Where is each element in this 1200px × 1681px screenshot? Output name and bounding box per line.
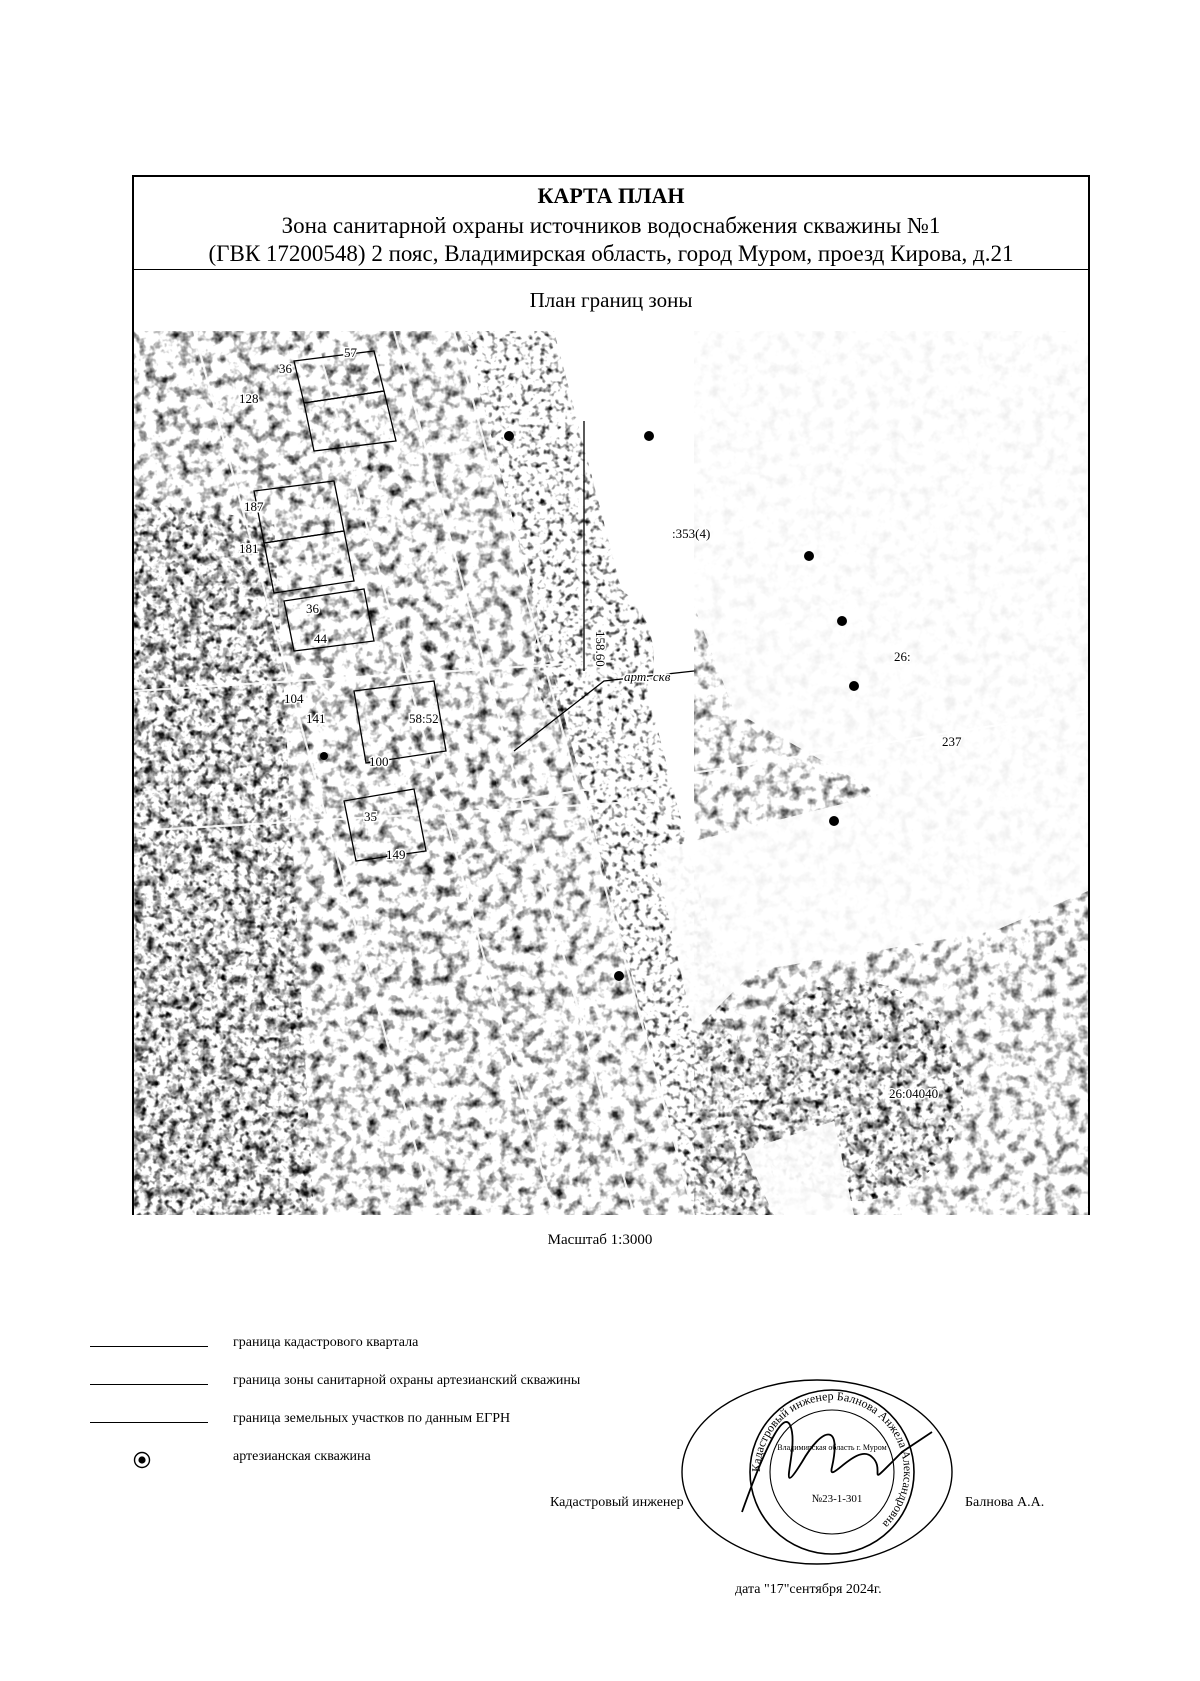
legend-line-symbol: [90, 1346, 208, 1347]
map-scale: Масштаб 1:3000: [547, 1232, 653, 1248]
map-label: 181: [239, 541, 259, 556]
aerial-map: [134, 331, 1088, 1215]
seal-stamp: [672, 1372, 962, 1572]
map-label: 58:52: [409, 711, 439, 726]
legend-line-symbol: [90, 1422, 208, 1423]
map-label: 141: [306, 711, 326, 726]
map-label: 187: [244, 499, 264, 514]
document-subtitle-line1: Зона санитарной охраны источников водоснабжения скважины №1: [281, 213, 941, 238]
signature-date: дата "17"сентября 2024г.: [735, 1582, 882, 1597]
document-subtitle-line2: (ГВК 17200548) 2 пояс, Владимирская область, город Муром, проезд Кирова, д.21: [208, 241, 1014, 266]
map-label: 35: [364, 809, 377, 824]
signer-role: Кадастровый инженер: [550, 1495, 684, 1510]
map-label: 44: [314, 631, 327, 646]
map-label: 104: [284, 691, 304, 706]
well-icon: [133, 1451, 151, 1469]
stamp-number: №23-1-301: [811, 1493, 863, 1505]
map-label: 26:: [894, 649, 911, 664]
map-label: 149: [386, 847, 406, 862]
map-label: 128: [239, 391, 259, 406]
document-title: КАРТА ПЛАН: [537, 183, 685, 208]
map-frame: [132, 175, 1090, 1215]
legend-label: граница зоны санитарной охраны артезианский скважины: [233, 1373, 581, 1388]
stamp-ring-text: Кадастровый инженер Балнова Анжела Александровна: [748, 1388, 916, 1532]
map-label: арт. скв: [624, 669, 671, 684]
legend-label: граница земельных участков по данным ЕГРН: [233, 1411, 511, 1426]
map-label: :353(4): [672, 526, 711, 541]
stamp-inner-text: Владимирская область г. Муром: [777, 1443, 887, 1452]
legend-line-symbol: [90, 1384, 208, 1385]
header: [134, 177, 1088, 270]
map-label: 36: [279, 361, 292, 376]
map-label: 100: [369, 754, 389, 769]
legend-label: граница кадастрового квартала: [233, 1335, 419, 1350]
map-label: 158.60: [593, 631, 608, 667]
plan-section-title: План границ зоны: [134, 269, 1088, 332]
legend-label: артезианская скважина: [233, 1449, 371, 1464]
map-label: 36: [306, 601, 319, 616]
map-label: 57: [344, 345, 357, 360]
map-label: 237: [942, 734, 962, 749]
signer-name: Балнова А.А.: [965, 1495, 1045, 1510]
map-label: 26:04040: [889, 1086, 939, 1101]
